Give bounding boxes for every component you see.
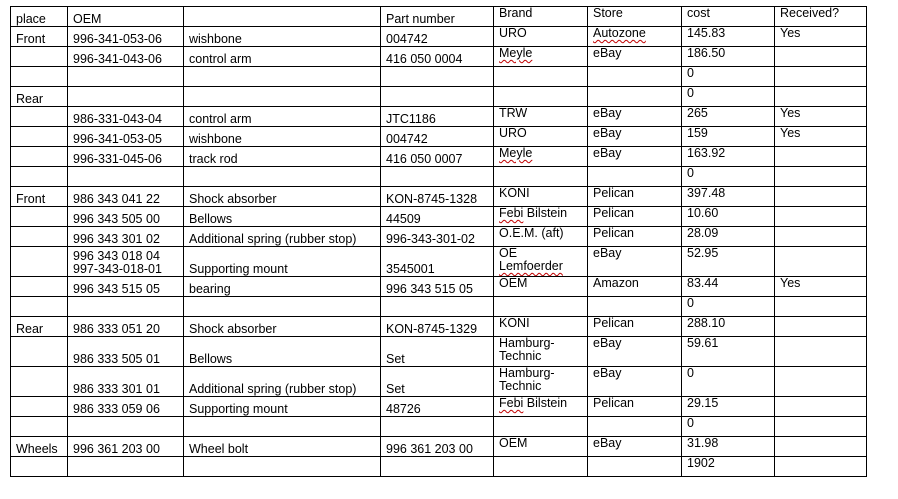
cell-description — [184, 87, 381, 107]
cell-part-number — [381, 297, 494, 317]
header-part-number: Part number — [381, 7, 494, 27]
cell-received — [775, 297, 867, 317]
cell-store — [588, 417, 682, 437]
cell-oem: 996 361 203 00 — [68, 437, 184, 457]
cell-part-number: 996-343-301-02 — [381, 227, 494, 247]
cell-part-number: 416 050 0007 — [381, 147, 494, 167]
cell-brand — [494, 417, 588, 437]
cell-oem: 996-331-045-06 — [68, 147, 184, 167]
cell-cost: 0 — [682, 297, 775, 317]
cell-received — [775, 47, 867, 67]
cell-brand — [494, 297, 588, 317]
cell-store: Amazon — [588, 277, 682, 297]
cell-received — [775, 457, 867, 477]
cell-description: track rod — [184, 147, 381, 167]
cell-cost: 0 — [682, 87, 775, 107]
cell-brand — [494, 167, 588, 187]
cell-place: Front — [11, 187, 68, 207]
cell-place — [11, 47, 68, 67]
cell-store: Pelican — [588, 397, 682, 417]
cell-description — [184, 167, 381, 187]
cell-received: Yes — [775, 127, 867, 147]
cell-part-number: KON-8745-1328 — [381, 187, 494, 207]
cell-cost: 163.92 — [682, 147, 775, 167]
cell-place — [11, 337, 68, 367]
cell-part-number: 996 343 515 05 — [381, 277, 494, 297]
table-row — [11, 127, 867, 147]
cell-part-number: 3545001 — [381, 247, 494, 277]
cell-part-number: 004742 — [381, 27, 494, 47]
cell-cost: 83.44 — [682, 277, 775, 297]
cell-oem: 996 343 515 05 — [68, 277, 184, 297]
cell-brand — [494, 457, 588, 477]
cell-received: Yes — [775, 277, 867, 297]
cell-part-number: Set — [381, 337, 494, 367]
cell-part-number — [381, 417, 494, 437]
table-row — [11, 187, 867, 207]
table-row — [11, 247, 867, 277]
cell-brand — [494, 67, 588, 87]
cell-oem — [68, 417, 184, 437]
header-oem: OEM — [68, 7, 184, 27]
cell-place — [11, 107, 68, 127]
cell-cost: 10.60 — [682, 207, 775, 227]
cell-description — [184, 457, 381, 477]
cell-cost: 288.10 — [682, 317, 775, 337]
cell-store: eBay — [588, 107, 682, 127]
cell-place — [11, 417, 68, 437]
cell-description: Wheel bolt — [184, 437, 381, 457]
cell-brand: Hamburg- Technic — [494, 367, 588, 397]
cell-cost: 1902 — [682, 457, 775, 477]
cell-received — [775, 147, 867, 167]
cell-place: Rear — [11, 87, 68, 107]
cell-part-number: 004742 — [381, 127, 494, 147]
table-row — [11, 27, 867, 47]
cell-description: Shock absorber — [184, 187, 381, 207]
cell-oem: 996-341-053-05 — [68, 127, 184, 147]
cell-brand — [494, 87, 588, 107]
header-cost: cost — [682, 7, 775, 27]
table-row — [11, 227, 867, 247]
table-row — [11, 397, 867, 417]
table-row — [11, 317, 867, 337]
cell-oem — [68, 167, 184, 187]
cell-brand: KONI — [494, 187, 588, 207]
cell-brand: KONI — [494, 317, 588, 337]
table-row — [11, 167, 867, 187]
cell-place — [11, 167, 68, 187]
cell-brand: OEM — [494, 277, 588, 297]
header-place: place — [11, 7, 68, 27]
cell-cost: 0 — [682, 167, 775, 187]
table-row — [11, 107, 867, 127]
cell-description: Bellows — [184, 337, 381, 367]
cell-cost: 0 — [682, 417, 775, 437]
cell-cost: 29.15 — [682, 397, 775, 417]
cell-place — [11, 247, 68, 277]
cell-description: Supporting mount — [184, 397, 381, 417]
cell-oem — [68, 297, 184, 317]
cell-place — [11, 367, 68, 397]
header-brand: Brand — [494, 7, 588, 27]
cell-place: Rear — [11, 317, 68, 337]
cell-oem: 996 343 018 04 997-343-018-01 — [68, 247, 184, 277]
cell-description: wishbone — [184, 127, 381, 147]
cell-description: Additional spring (rubber stop) — [184, 367, 381, 397]
cell-received — [775, 167, 867, 187]
cell-store — [588, 297, 682, 317]
cell-cost: 159 — [682, 127, 775, 147]
cell-description: bearing — [184, 277, 381, 297]
cell-received — [775, 187, 867, 207]
cell-received — [775, 367, 867, 397]
cell-received: Yes — [775, 27, 867, 47]
cell-store: eBay — [588, 47, 682, 67]
table-row — [11, 437, 867, 457]
cell-part-number: Set — [381, 367, 494, 397]
header-row — [11, 7, 867, 27]
cell-received — [775, 227, 867, 247]
table-row — [11, 417, 867, 437]
cell-part-number: 996 361 203 00 — [381, 437, 494, 457]
cell-description: Additional spring (rubber stop) — [184, 227, 381, 247]
cell-brand: URO — [494, 127, 588, 147]
header-description — [184, 7, 381, 27]
cell-received — [775, 337, 867, 367]
cell-cost: 397.48 — [682, 187, 775, 207]
cell-place — [11, 147, 68, 167]
cell-store: Pelican — [588, 187, 682, 207]
cell-description — [184, 417, 381, 437]
parts-table — [10, 6, 867, 477]
cell-description — [184, 297, 381, 317]
cell-place — [11, 207, 68, 227]
cell-description: Shock absorber — [184, 317, 381, 337]
cell-part-number — [381, 167, 494, 187]
cell-brand: Meyle — [494, 47, 588, 67]
cell-store: eBay — [588, 437, 682, 457]
cell-place — [11, 67, 68, 87]
cell-oem: 996 343 301 02 — [68, 227, 184, 247]
cell-brand: Hamburg- Technic — [494, 337, 588, 367]
cell-part-number — [381, 87, 494, 107]
cell-brand: Febi Bilstein — [494, 207, 588, 227]
cell-store: Pelican — [588, 317, 682, 337]
table-row — [11, 337, 867, 367]
table-row — [11, 457, 867, 477]
cell-place — [11, 397, 68, 417]
cell-description — [184, 67, 381, 87]
cell-brand: Meyle — [494, 147, 588, 167]
cell-store: eBay — [588, 147, 682, 167]
cell-description: control arm — [184, 47, 381, 67]
cell-received — [775, 87, 867, 107]
cell-store: eBay — [588, 337, 682, 367]
cell-brand: OE Lemfoerder — [494, 247, 588, 277]
table-row — [11, 297, 867, 317]
cell-store — [588, 67, 682, 87]
table-row — [11, 67, 867, 87]
cell-brand: O.E.M. (aft) — [494, 227, 588, 247]
cell-part-number: KON-8745-1329 — [381, 317, 494, 337]
cell-place — [11, 277, 68, 297]
cell-place — [11, 227, 68, 247]
table-row — [11, 207, 867, 227]
cell-store — [588, 87, 682, 107]
cell-received — [775, 67, 867, 87]
cell-description: Supporting mount — [184, 247, 381, 277]
cell-oem: 986 343 041 22 — [68, 187, 184, 207]
cell-description: wishbone — [184, 27, 381, 47]
header-received: Received? — [775, 7, 867, 27]
cell-oem: 986 333 051 20 — [68, 317, 184, 337]
cell-oem: 996-341-053-06 — [68, 27, 184, 47]
cell-store: Pelican — [588, 227, 682, 247]
cell-received — [775, 317, 867, 337]
cell-received — [775, 397, 867, 417]
cell-place — [11, 457, 68, 477]
table-row — [11, 367, 867, 397]
table-row — [11, 147, 867, 167]
cell-cost: 59.61 — [682, 337, 775, 367]
header-store: Store — [588, 7, 682, 27]
cell-place: Front — [11, 27, 68, 47]
cell-received: Yes — [775, 107, 867, 127]
table-row — [11, 277, 867, 297]
cell-store — [588, 167, 682, 187]
cell-oem: 986 333 059 06 — [68, 397, 184, 417]
cell-store: eBay — [588, 247, 682, 277]
table-body — [11, 27, 867, 477]
cell-oem: 986 333 301 01 — [68, 367, 184, 397]
cell-store — [588, 457, 682, 477]
cell-place — [11, 297, 68, 317]
cell-cost: 186.50 — [682, 47, 775, 67]
cell-received — [775, 247, 867, 277]
cell-oem — [68, 457, 184, 477]
cell-cost: 0 — [682, 367, 775, 397]
cell-cost: 31.98 — [682, 437, 775, 457]
cell-oem: 996-341-043-06 — [68, 47, 184, 67]
table-row — [11, 47, 867, 67]
cell-oem: 996 343 505 00 — [68, 207, 184, 227]
cell-brand: URO — [494, 27, 588, 47]
cell-brand: Febi Bilstein — [494, 397, 588, 417]
cell-place: Wheels — [11, 437, 68, 457]
cell-oem: 986-331-043-04 — [68, 107, 184, 127]
cell-part-number — [381, 67, 494, 87]
cell-part-number: JTC1186 — [381, 107, 494, 127]
cell-part-number: 44509 — [381, 207, 494, 227]
table-row — [11, 87, 867, 107]
cell-brand: TRW — [494, 107, 588, 127]
cell-received — [775, 207, 867, 227]
cell-part-number — [381, 457, 494, 477]
cell-received — [775, 417, 867, 437]
cell-store: Pelican — [588, 207, 682, 227]
cell-part-number: 416 050 0004 — [381, 47, 494, 67]
cell-cost: 0 — [682, 67, 775, 87]
cell-oem: 986 333 505 01 — [68, 337, 184, 367]
cell-cost: 52.95 — [682, 247, 775, 277]
cell-place — [11, 127, 68, 147]
cell-received — [775, 437, 867, 457]
cell-oem — [68, 67, 184, 87]
cell-description: Bellows — [184, 207, 381, 227]
cell-cost: 145.83 — [682, 27, 775, 47]
cell-cost: 265 — [682, 107, 775, 127]
cell-brand: OEM — [494, 437, 588, 457]
cell-oem — [68, 87, 184, 107]
cell-description: control arm — [184, 107, 381, 127]
cell-cost: 28.09 — [682, 227, 775, 247]
cell-store: eBay — [588, 127, 682, 147]
cell-store: eBay — [588, 367, 682, 397]
cell-store: Autozone — [588, 27, 682, 47]
cell-part-number: 48726 — [381, 397, 494, 417]
